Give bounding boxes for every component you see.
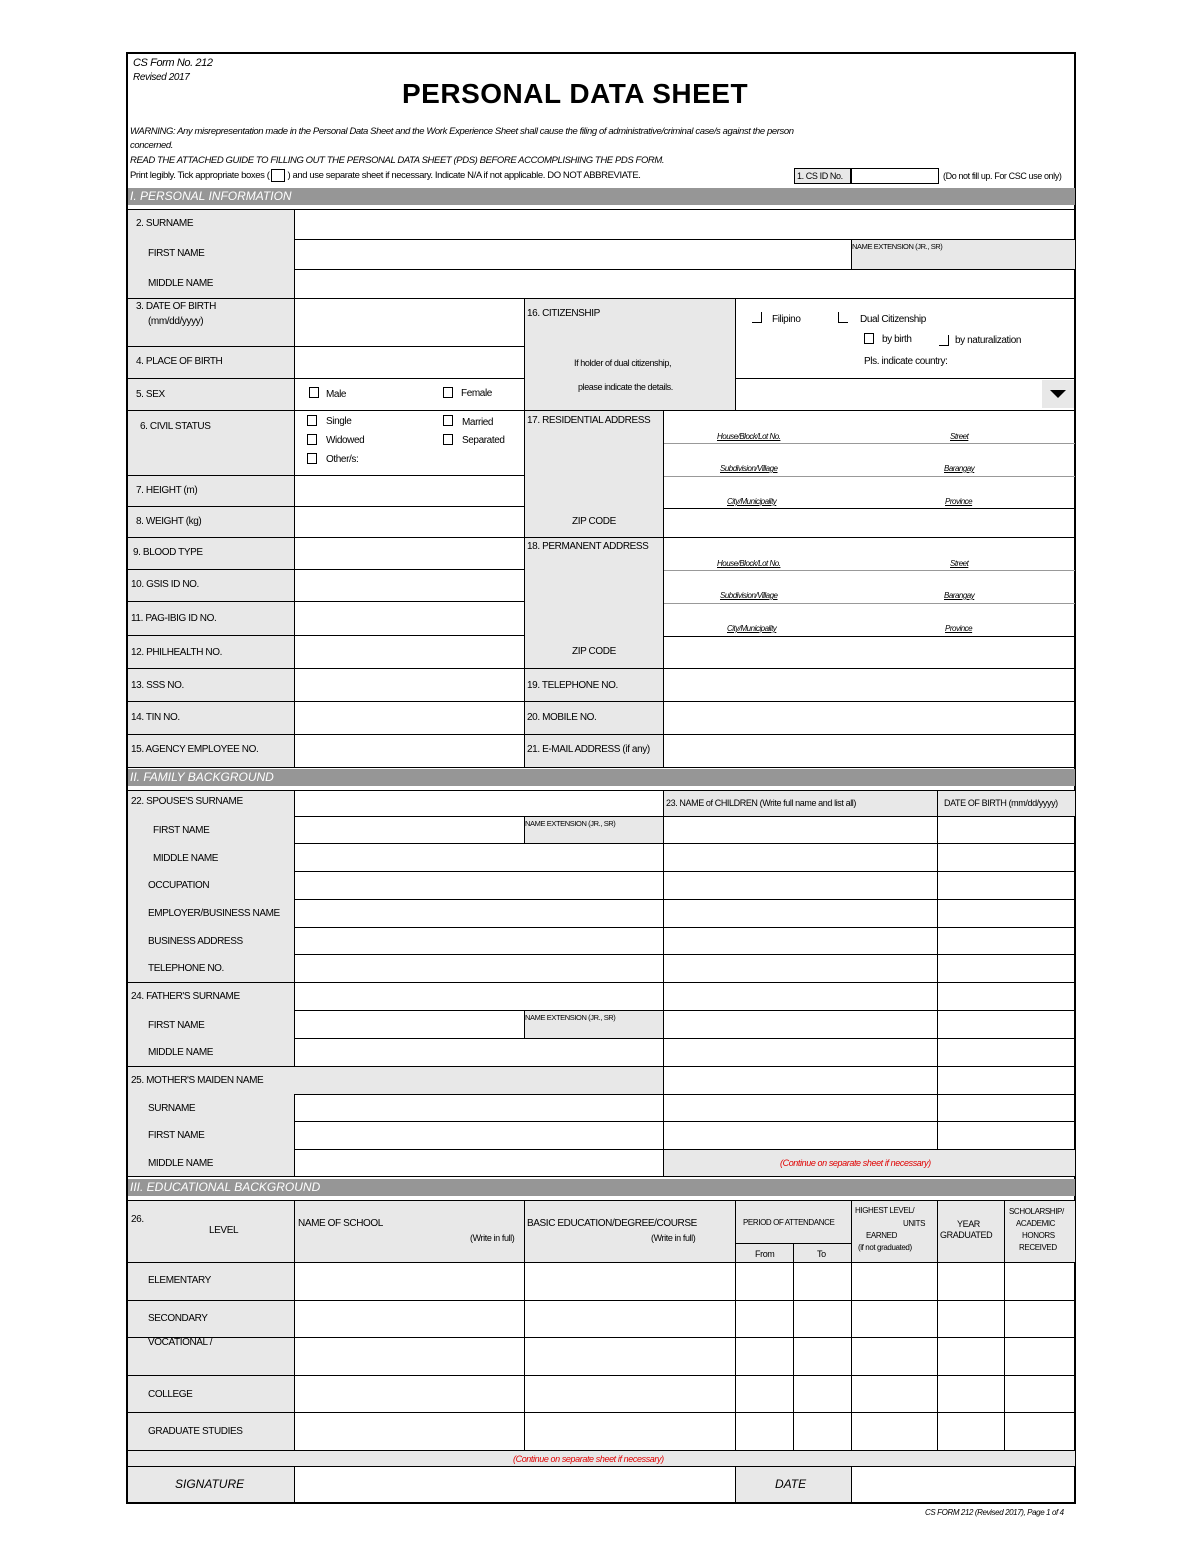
label-employer: EMPLOYER/BUSINESS NAME [148, 908, 280, 919]
cs-id-input[interactable] [851, 168, 939, 184]
edu-elementary-row[interactable] [295, 1263, 1074, 1299]
edu-school-header: NAME OF SCHOOL [298, 1218, 383, 1229]
filipino-checkbox[interactable] [752, 312, 762, 323]
pagibig-input[interactable] [295, 602, 523, 634]
res-province-hint: Province [945, 497, 973, 506]
filipino-label: Filipino [772, 314, 801, 325]
surname-input[interactable] [295, 210, 1074, 238]
label-telephone: 19. TELEPHONE NO. [527, 680, 618, 691]
label-weight: 8. WEIGHT (kg) [136, 516, 202, 527]
height-input[interactable] [295, 476, 523, 505]
edu-highest-1: HIGHEST LEVEL/ [855, 1206, 915, 1215]
edu-secondary-row[interactable] [295, 1301, 1074, 1336]
res-barangay-hint: Barangay [944, 464, 975, 473]
label-dob-format: (mm/dd/yyyy) [148, 316, 204, 327]
date-label: DATE [775, 1477, 807, 1491]
business-address-input[interactable] [295, 928, 662, 953]
edu-level-secondary: SECONDARY [148, 1313, 208, 1324]
label-bg-family [128, 790, 294, 1176]
spouse-first-input[interactable] [295, 817, 523, 842]
edu-highest-2: UNITS [903, 1219, 926, 1228]
label-mother-surname: SURNAME [148, 1103, 196, 1114]
label-business-address: BUSINESS ADDRESS [148, 936, 243, 947]
label-bg-edu-header [128, 1200, 1075, 1262]
edu-level-vocational: VOCATIONAL / [148, 1337, 213, 1348]
label-gsis: 10. GSIS ID NO. [131, 579, 199, 590]
perm-street-hint: Street [950, 559, 969, 568]
signature-field[interactable] [295, 1467, 734, 1501]
date-field[interactable] [852, 1467, 1074, 1501]
label-children: 23. NAME of CHILDREN (Write full name and list all) [666, 798, 856, 808]
sex-female-checkbox[interactable] [443, 387, 453, 398]
spouse-telephone-input[interactable] [295, 955, 662, 981]
section-personal-information: I. PERSONAL INFORMATION [128, 188, 1075, 205]
cs-married-checkbox[interactable] [443, 415, 453, 426]
edu-vocational-row[interactable] [295, 1338, 1074, 1374]
country-select[interactable] [736, 379, 1074, 409]
cs-single-label: Single [326, 416, 352, 427]
label-dob: 3. DATE OF BIRTH [136, 301, 216, 312]
weight-input[interactable] [295, 507, 523, 536]
edu-highest-4: (if not graduated) [858, 1243, 912, 1252]
label-father-surname: 24. FATHER'S SURNAME [131, 991, 240, 1002]
section-family-background: II. FAMILY BACKGROUND [128, 769, 1075, 786]
signature-label: SIGNATURE [175, 1477, 245, 1491]
middle-name-input[interactable] [295, 270, 1074, 297]
permanent-zip-input[interactable] [664, 637, 1074, 667]
edu-level-college: COLLEGE [148, 1389, 193, 1400]
by-naturalization-checkbox[interactable] [939, 335, 949, 346]
cs-separated-label: Separated [462, 435, 505, 446]
sex-female-label: Female [461, 388, 492, 399]
label-pagibig: 11. PAG-IBIG ID NO. [131, 613, 217, 624]
cs-married-label: Married [462, 417, 494, 428]
label-height: 7. HEIGHT (m) [136, 485, 198, 496]
perm-house-hint: House/Block/Lot No. [717, 559, 781, 568]
label-permanent-address: 18. PERMANENT ADDRESS [527, 541, 649, 552]
perm-barangay-hint: Barangay [944, 591, 975, 600]
form-revised: Revised 2017 [133, 72, 190, 83]
cs-use-only-note: (Do not fill up. For CSC use only) [943, 171, 1062, 181]
spouse-surname-input[interactable] [295, 791, 662, 815]
tin-input[interactable] [295, 702, 523, 733]
perm-city-hint: City/Municipality [727, 624, 777, 633]
by-birth-checkbox[interactable] [864, 333, 874, 344]
label-spouse-middle: MIDDLE NAME [153, 853, 219, 864]
label-residential-zip: ZIP CODE [572, 516, 616, 527]
family-continue-note: (Continue on separate sheet if necessary) [780, 1158, 931, 1168]
sex-male-checkbox[interactable] [309, 387, 319, 398]
label-bg-edu-levels [128, 1262, 294, 1450]
children-dob-input[interactable] [938, 817, 1074, 1148]
edu-honors-1: SCHOLARSHIP/ [1009, 1207, 1064, 1216]
label-spouse-surname: 22. SPOUSE'S SURNAME [131, 796, 243, 807]
instructions-text: Print legibly. Tick appropriate boxes ( ) and use separate sheet if necessary. Indicate N/A if not applicable. DO NOT ABBREVIATE. [130, 170, 641, 182]
cs-widowed-label: Widowed [326, 435, 365, 446]
edu-honors-3: HONORS [1022, 1231, 1055, 1240]
father-first-input[interactable] [295, 1011, 523, 1037]
agency-employee-input[interactable] [295, 735, 523, 766]
children-list-input[interactable] [664, 817, 936, 1148]
cs-id-label: 1. CS ID No. [797, 171, 843, 181]
father-middle-input[interactable] [295, 1039, 662, 1065]
dual-citizenship-note-2: please indicate the details. [578, 382, 673, 392]
cs-separated-checkbox[interactable] [443, 434, 453, 445]
edu-course-write-full: (Write in full) [651, 1233, 696, 1243]
label-tin: 14. TIN NO. [131, 712, 180, 723]
edu-highest-3: EARNED [866, 1231, 897, 1240]
label-first-name: FIRST NAME [148, 248, 205, 259]
label-permanent-zip: ZIP CODE [572, 646, 616, 657]
edu-honors-2: ACADEMIC [1016, 1219, 1056, 1228]
label-mother-maiden: 25. MOTHER'S MAIDEN NAME [131, 1075, 264, 1086]
permanent-address-input[interactable] [664, 538, 1074, 635]
edu-level-elementary: ELEMENTARY [148, 1275, 211, 1286]
label-mobile: 20. MOBILE NO. [527, 712, 597, 723]
edu-graduate-row[interactable] [295, 1413, 1074, 1449]
employer-input[interactable] [295, 900, 662, 926]
label-father-ext: NAME EXTENSION (JR., SR) [525, 1013, 616, 1022]
label-sex: 5. SEX [136, 389, 165, 400]
first-name-input[interactable] [295, 240, 850, 268]
label-mother-first: FIRST NAME [148, 1130, 205, 1141]
read-guide-text: READ THE ATTACHED GUIDE TO FILLING OUT THE PERSONAL DATA SHEET (PDS) BEFORE ACCOMPLISHING THE PDS FORM. [130, 155, 665, 166]
warning-text-cont: concerned. [130, 140, 174, 151]
label-middle-name: MIDDLE NAME [148, 278, 214, 289]
father-surname-input[interactable] [295, 983, 662, 1009]
cs-single-checkbox[interactable] [307, 415, 317, 426]
mother-middle-input[interactable] [295, 1150, 662, 1175]
mobile-input[interactable] [664, 702, 1074, 733]
edu-college-row[interactable] [295, 1376, 1074, 1411]
label-spouse-telephone: TELEPHONE NO. [148, 963, 224, 974]
label-occupation: OCCUPATION [148, 880, 210, 891]
edu-from-header: From [755, 1249, 775, 1259]
indicate-country-label: Pls. indicate country: [864, 356, 948, 367]
label-father-first: FIRST NAME [148, 1020, 205, 1031]
label-philhealth: 12. PHILHEALTH NO. [131, 647, 222, 658]
label-place-of-birth: 4. PLACE OF BIRTH [136, 356, 223, 367]
mother-surname-input[interactable] [295, 1095, 662, 1120]
label-sss: 13. SSS NO. [131, 680, 184, 691]
cs-widowed-checkbox[interactable] [307, 434, 317, 445]
form-number: CS Form No. 212 [133, 57, 213, 69]
sss-input[interactable] [295, 669, 523, 700]
label-civil-status: 6. CIVIL STATUS [140, 421, 211, 432]
page-footer: CS FORM 212 (Revised 2017), Page 1 of 4 [925, 1508, 1064, 1517]
edu-number: 26. [131, 1214, 144, 1225]
label-blood-type: 9. BLOOD TYPE [133, 547, 203, 558]
label-email: 21. E-MAIL ADDRESS (if any) [527, 744, 650, 755]
label-child-dob: DATE OF BIRTH (mm/dd/yyyy) [944, 798, 1058, 808]
section-educational-background: III. EDUCATIONAL BACKGROUND [128, 1179, 1075, 1196]
res-street-hint: Street [950, 432, 969, 441]
warning-text: WARNING: Any misrepresentation made in the Personal Data Sheet and the Work Experience Sheet shall cause the filing of administrative/criminal case/s against the person [130, 126, 794, 137]
perm-province-hint: Province [945, 624, 973, 633]
label-mother-middle: MIDDLE NAME [148, 1158, 214, 1169]
residential-address-input[interactable] [664, 411, 1074, 507]
telephone-input[interactable] [664, 669, 1074, 700]
chevron-down-icon[interactable] [1042, 380, 1074, 408]
res-city-hint: City/Municipality [727, 497, 777, 506]
edu-period-header: PERIOD OF ATTENDANCE [743, 1218, 835, 1227]
by-naturalization-label: by naturalization [955, 335, 1022, 346]
sex-male-label: Male [326, 389, 347, 400]
label-spouse-ext: NAME EXTENSION (JR., SR) [525, 819, 616, 828]
cs-others-checkbox[interactable] [307, 453, 317, 464]
res-house-hint: House/Block/Lot No. [717, 432, 781, 441]
philhealth-input[interactable] [295, 636, 523, 667]
label-agency-employee: 15. AGENCY EMPLOYEE NO. [131, 744, 259, 755]
page-title: PERSONAL DATA SHEET [402, 78, 749, 109]
edu-school-write-full: (Write in full) [470, 1233, 515, 1243]
dual-citizenship-checkbox[interactable] [838, 312, 848, 323]
dual-citizenship-label: Dual Citizenship [860, 314, 926, 325]
place-of-birth-input[interactable] [295, 347, 523, 377]
label-residential-address: 17. RESIDENTIAL ADDRESS [527, 415, 651, 426]
blood-type-input[interactable] [295, 538, 523, 568]
label-surname: 2. SURNAME [136, 218, 194, 229]
residential-zip-input[interactable] [664, 509, 1074, 536]
dob-input[interactable] [295, 299, 523, 345]
occupation-input[interactable] [295, 872, 662, 898]
edu-continue-note: (Continue on separate sheet if necessary) [513, 1454, 664, 1464]
res-subdivision-hint: Subdivision/Village [720, 464, 778, 473]
edu-course-header: BASIC EDUCATION/DEGREE/COURSE [527, 1218, 697, 1229]
label-name-extension: NAME EXTENSION (JR., SR) [852, 242, 943, 251]
gsis-input[interactable] [295, 570, 523, 600]
edu-level-header: LEVEL [209, 1225, 239, 1236]
edu-level-graduate: GRADUATE STUDIES [148, 1426, 243, 1437]
cs-others-label: Other/s: [326, 454, 359, 465]
edu-year-2: GRADUATED [940, 1230, 993, 1240]
edu-year-1: YEAR [957, 1219, 980, 1229]
edu-to-header: To [817, 1249, 826, 1259]
label-father-middle: MIDDLE NAME [148, 1047, 214, 1058]
label-spouse-first: FIRST NAME [153, 825, 210, 836]
perm-subdivision-hint: Subdivision/Village [720, 591, 778, 600]
edu-honors-4: RECEIVED [1019, 1243, 1057, 1252]
email-input[interactable] [664, 735, 1074, 766]
dual-citizenship-note-1: If holder of dual citizenship, [574, 358, 672, 368]
label-citizenship: 16. CITIZENSHIP [527, 308, 600, 319]
spouse-middle-input[interactable] [295, 844, 662, 870]
mother-first-input[interactable] [295, 1122, 662, 1148]
by-birth-label: by birth [882, 334, 912, 345]
